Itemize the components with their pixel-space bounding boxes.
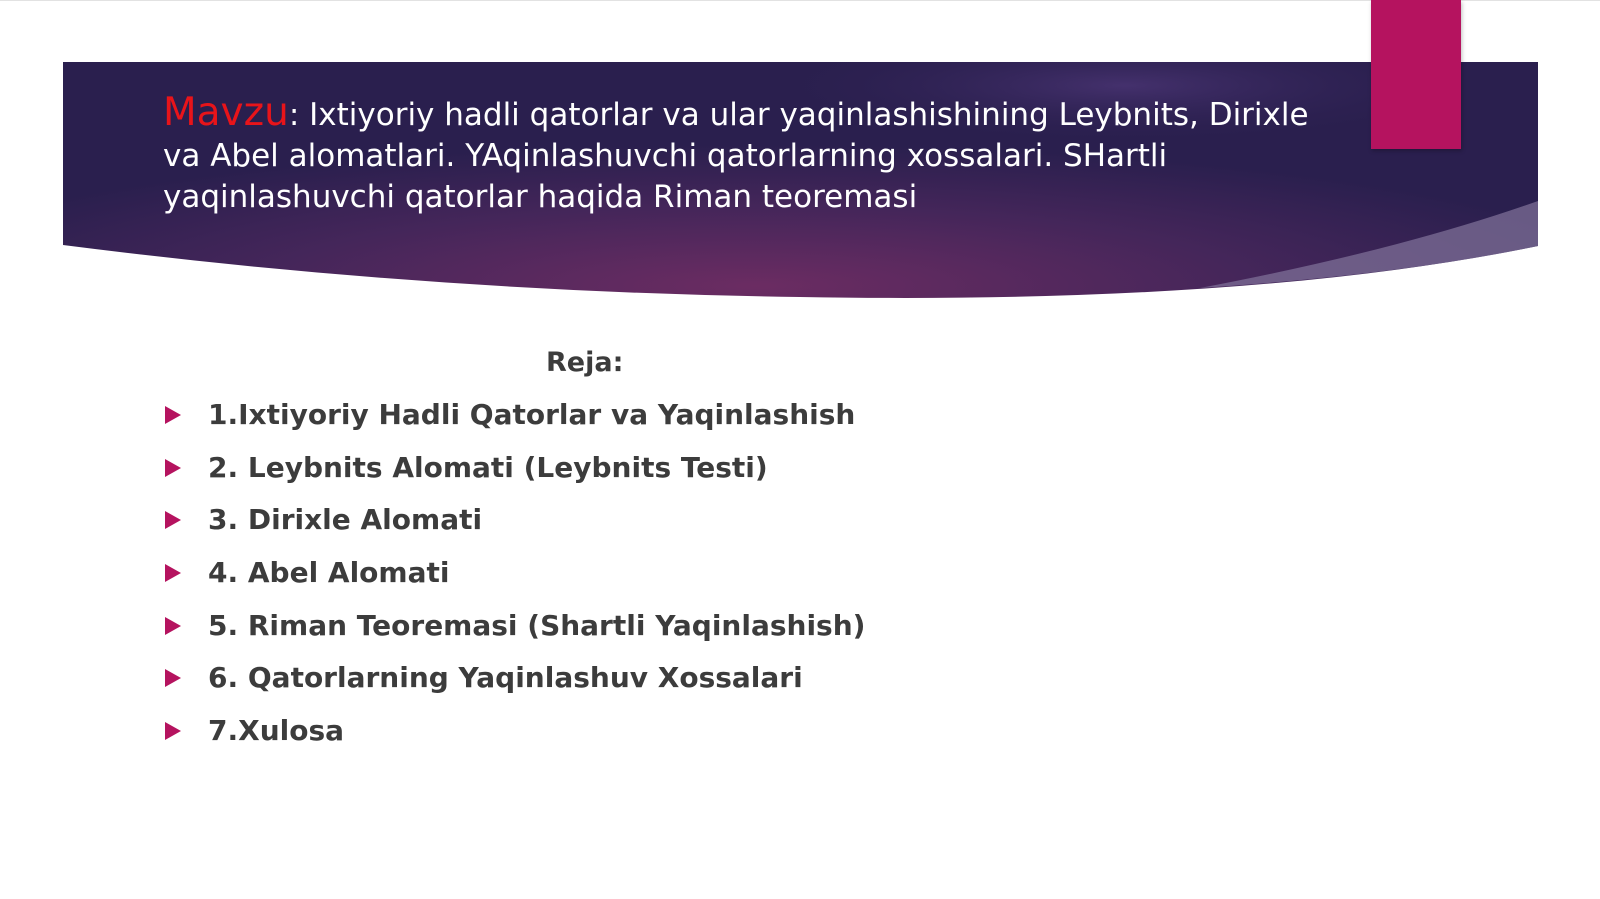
triangle-bullet-icon (165, 564, 181, 582)
title-prefix: Mavzu (163, 90, 289, 135)
list-item-text: 7.Xulosa (208, 714, 345, 748)
list-item (163, 449, 768, 502)
triangle-bullet-icon (165, 406, 181, 424)
plan-list (163, 396, 866, 765)
list-item (163, 607, 866, 660)
list-item (163, 659, 803, 712)
plan-heading: Reja: (546, 347, 624, 378)
list-item-text: 5. Riman Teoremasi (Shartli Yaqinlashish) (208, 608, 866, 642)
list-item (163, 396, 856, 449)
list-item (163, 501, 483, 554)
list-item (163, 554, 450, 607)
list-item-text: 6. Qatorlarning Yaqinlashuv Xossalari (208, 661, 803, 695)
triangle-bullet-icon (165, 722, 181, 740)
list-item (163, 712, 345, 765)
triangle-bullet-icon (165, 617, 181, 635)
slide-title (163, 92, 1313, 218)
list-item-text: 2. Leybnits Alomati (Leybnits Testi) (208, 450, 768, 484)
triangle-bullet-icon (165, 511, 181, 529)
list-item-text: 3. Dirixle Alomati (208, 503, 483, 537)
title-text: : Ixtiyoriy hadli qatorlar va ular yaqinlashishining Leybnits, Dirixle va Abel alomatlari. YAqinlashuvchi qatorlarning xossalari. SHartli yaqinlashuvchi qatorlar haqida Riman teoremasi (163, 97, 1309, 215)
list-item-text: 1.Ixtiyoriy Hadli Qatorlar va Yaqinlashish (208, 398, 856, 431)
list-item-text: 4. Abel Alomati (208, 556, 450, 590)
accent-tab (1371, 0, 1461, 149)
triangle-bullet-icon (165, 669, 181, 687)
triangle-bullet-icon (165, 459, 181, 477)
